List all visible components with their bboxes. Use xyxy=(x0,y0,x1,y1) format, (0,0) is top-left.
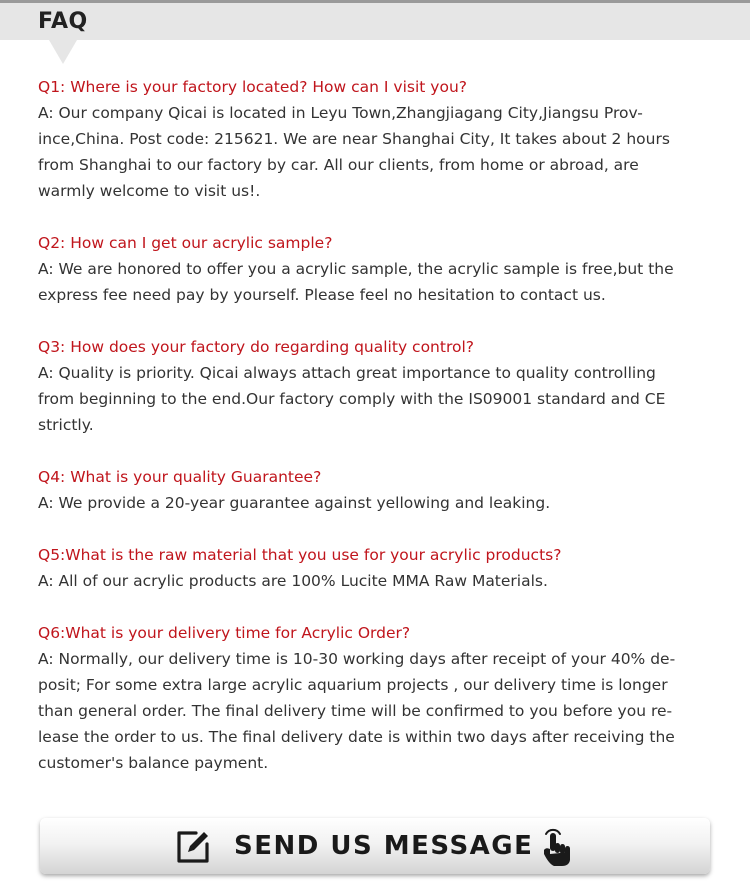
answer-line: from Shanghai to our factory by car. All our clients, from home or abroad, are xyxy=(38,156,639,174)
answer-line: A: All of our acrylic products are 100% Lucite MMA Raw Materials. xyxy=(38,572,548,590)
faq-answer-3 xyxy=(38,360,718,438)
answer-line: strictly. xyxy=(38,416,94,434)
faq-question-5: Q5:What is the raw material that you use for your acrylic products? xyxy=(38,546,562,564)
answer-line: express fee need pay by yourself. Please feel no hesitation to contact us. xyxy=(38,286,606,304)
faq-item-3 xyxy=(38,334,718,438)
answer-line: A: Normally, our delivery time is 10-30 working days after receipt of your 40% de- xyxy=(38,650,676,668)
answer-line: than general order. The final delivery time will be confirmed to you before you re- xyxy=(38,702,673,720)
answer-line: lease the order to us. The final delivery date is within two days after receiving the xyxy=(38,728,675,746)
faq-item-4 xyxy=(38,464,718,516)
faq-answer-4 xyxy=(38,490,718,516)
hand-pointer-icon xyxy=(540,828,576,868)
answer-line: from beginning to the end.Our factory comply with the IS09001 standard and CE xyxy=(38,390,666,408)
faq-list xyxy=(38,74,718,802)
send-us-message-label: SEND US MESSAGE xyxy=(234,831,534,861)
faq-item-1 xyxy=(38,74,718,204)
edit-icon xyxy=(174,828,212,866)
answer-line: customer's balance payment. xyxy=(38,754,269,772)
answer-line: A: Our company Qicai is located in Leyu Town,Zhangjiagang City,Jiangsu Prov- xyxy=(38,104,643,122)
faq-question-6: Q6:What is your delivery time for Acrylic Order? xyxy=(38,624,411,642)
faq-answer-2 xyxy=(38,256,718,308)
answer-line: A: We are honored to offer you a acrylic sample, the acrylic sample is free,but the xyxy=(38,260,674,278)
faq-question-3: Q3: How does your factory do regarding quality control? xyxy=(38,338,474,356)
faq-answer-1 xyxy=(38,100,718,204)
faq-item-2 xyxy=(38,230,718,308)
faq-title: FAQ xyxy=(38,9,88,34)
answer-line: ince,China. Post code: 215621. We are near Shanghai City, It takes about 2 hours xyxy=(38,130,670,148)
answer-line: A: Quality is priority. Qicai always attach great importance to quality controlling xyxy=(38,364,656,382)
faq-question-1: Q1: Where is your factory located? How can I visit you? xyxy=(38,78,467,96)
answer-line: warmly welcome to visit us!. xyxy=(38,182,261,200)
answer-line: A: We provide a 20-year guarantee against yellowing and leaking. xyxy=(38,494,551,512)
faq-item-5 xyxy=(38,542,718,594)
faq-header-bar xyxy=(0,0,750,40)
answer-line: posit; For some extra large acrylic aquarium projects , our delivery time is longer xyxy=(38,676,668,694)
header-pointer-arrow xyxy=(49,40,77,64)
faq-answer-6 xyxy=(38,646,718,776)
faq-question-4: Q4: What is your quality Guarantee? xyxy=(38,468,322,486)
send-us-message-button[interactable] xyxy=(40,818,710,874)
faq-answer-5 xyxy=(38,568,718,594)
faq-item-6 xyxy=(38,620,718,776)
faq-question-2: Q2: How can I get our acrylic sample? xyxy=(38,234,333,252)
